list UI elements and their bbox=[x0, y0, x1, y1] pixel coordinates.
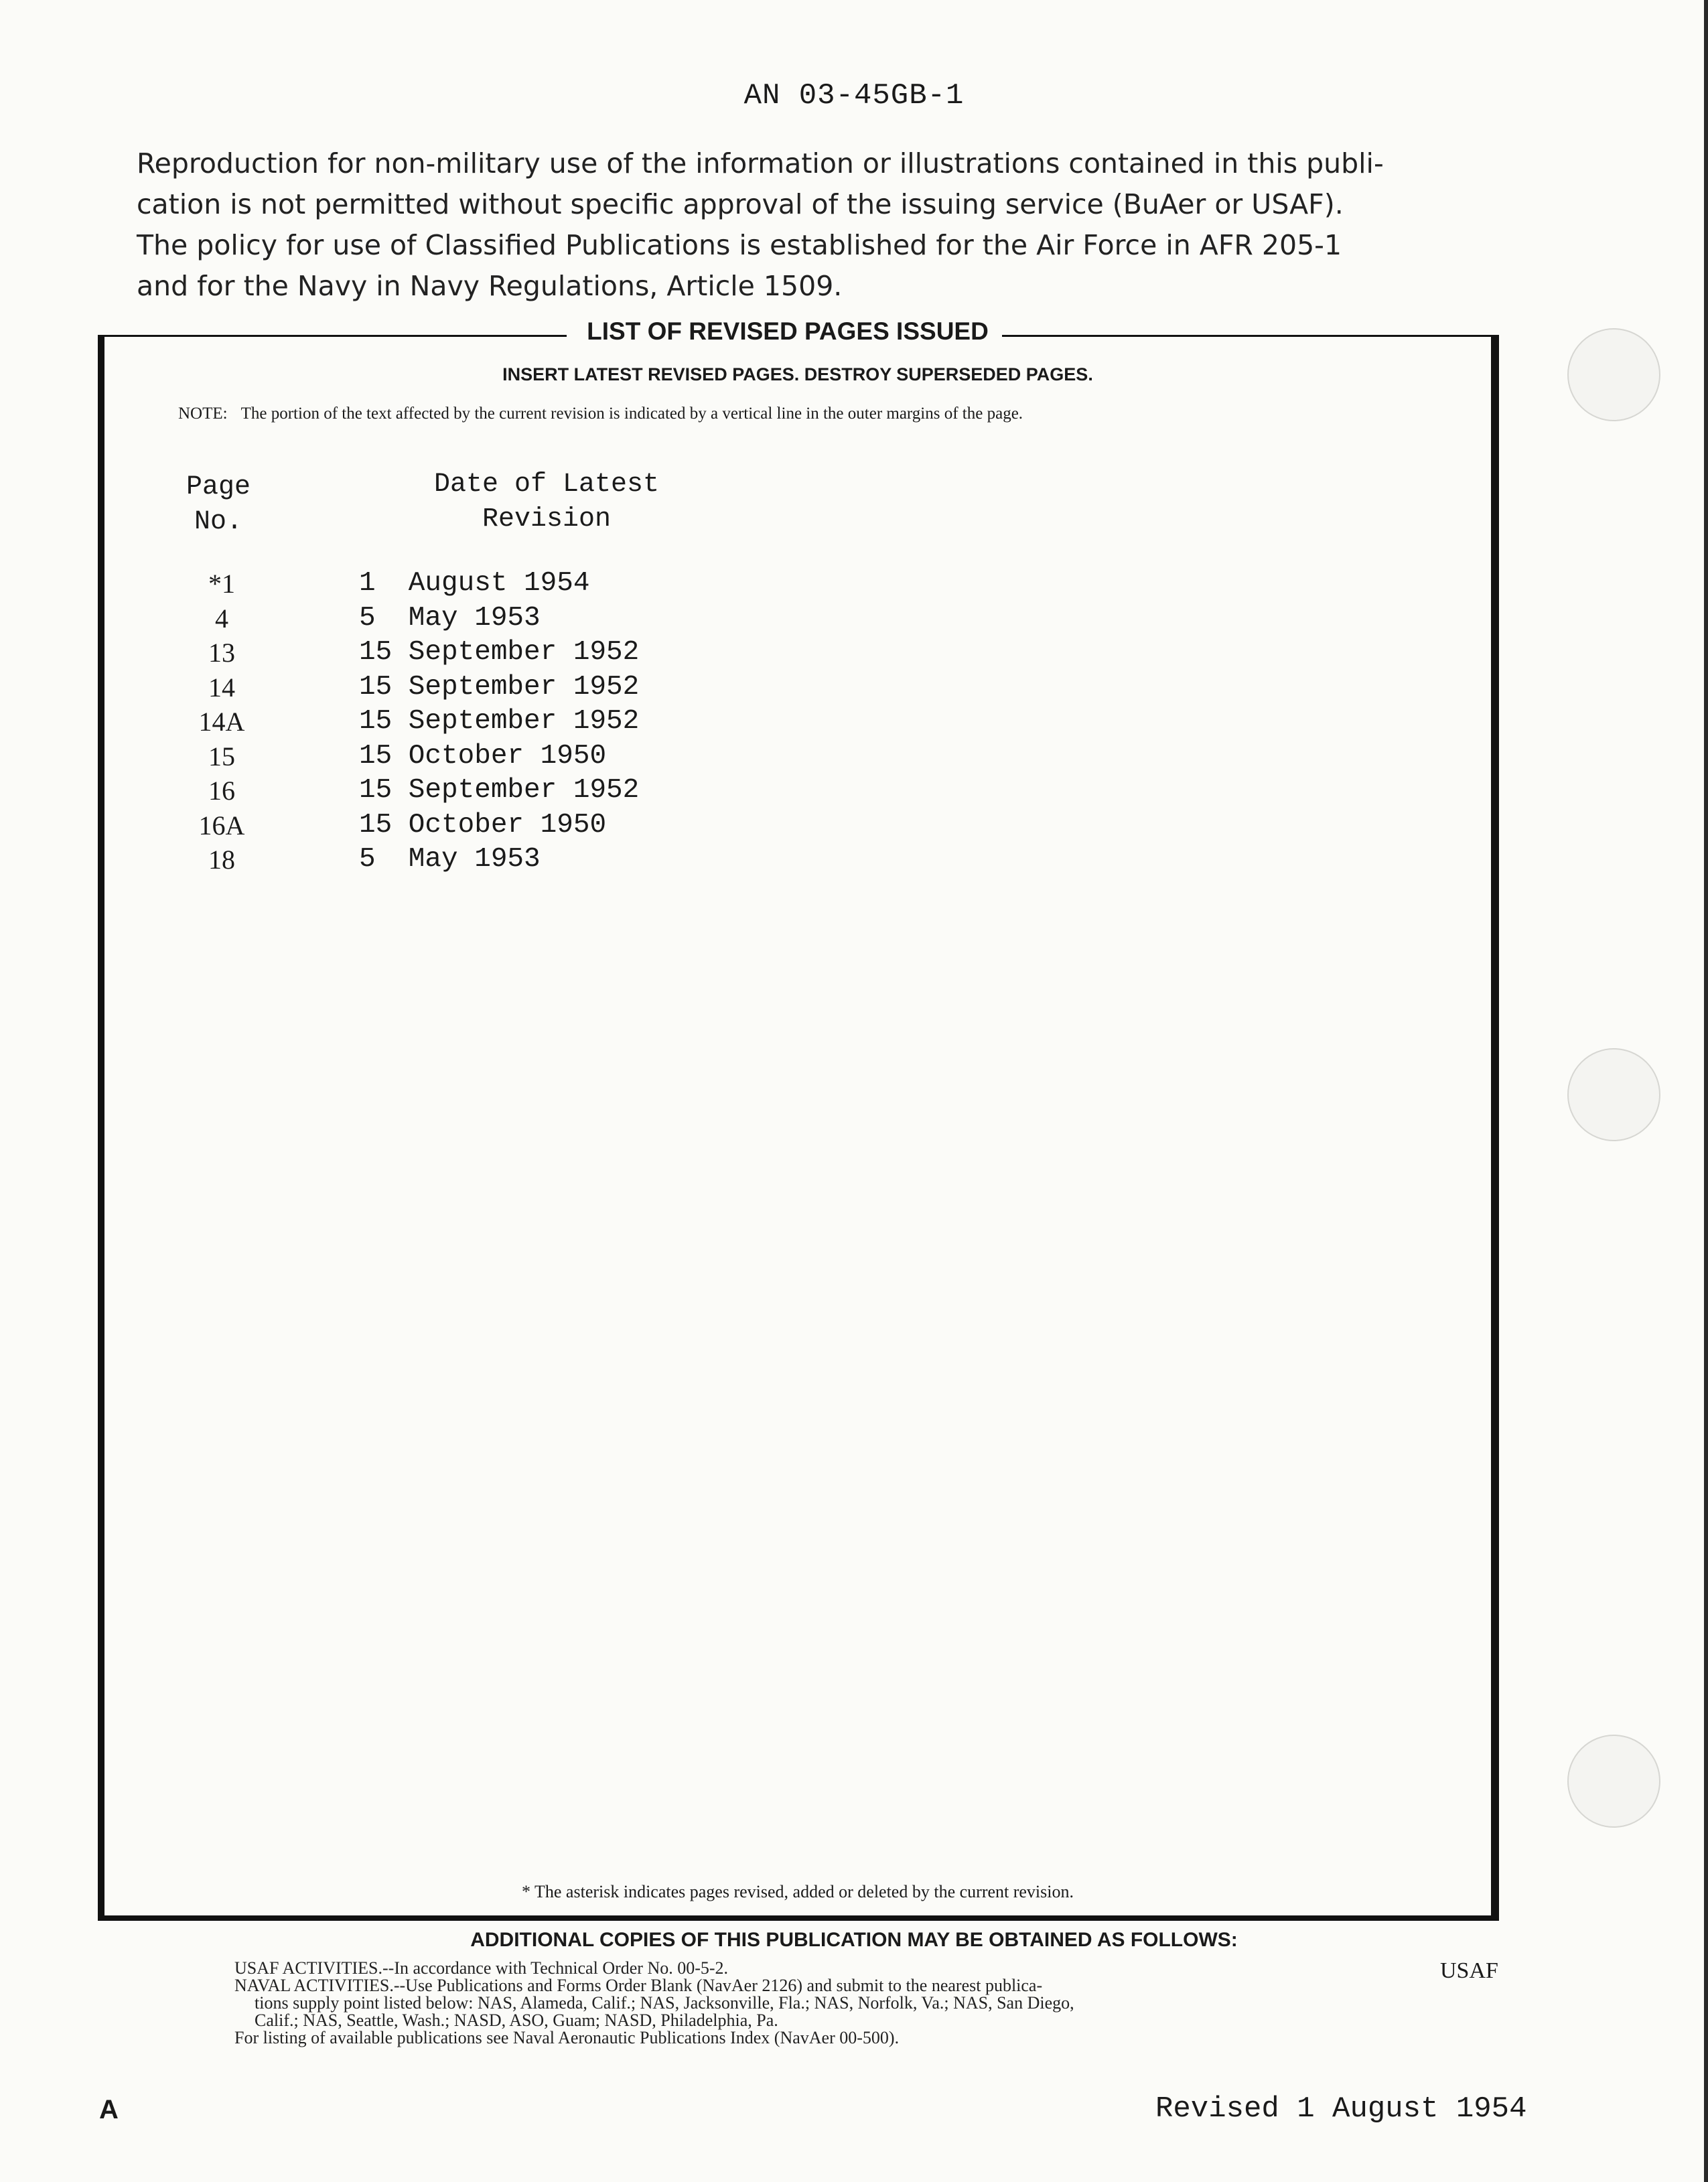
page-number: 4 bbox=[215, 603, 228, 634]
copies-line: tions supply point listed below: NAS, Alameda, Calif.; NAS, Jacksonville, Fla.; NAS, Norfolk, Va.; NAS, San Diego, bbox=[255, 1993, 1074, 2013]
revision-date: 15 September 1952 bbox=[359, 775, 640, 806]
revision-date: 15 September 1952 bbox=[359, 706, 640, 737]
page-number: 15 bbox=[208, 741, 235, 772]
page-letter: A bbox=[99, 2095, 119, 2124]
column-header-line: Page bbox=[186, 472, 251, 502]
usaf-stamp: USAF bbox=[1440, 1958, 1498, 1983]
column-header-line: Revision bbox=[482, 504, 612, 534]
page-number: 16A bbox=[198, 810, 245, 841]
revision-date: 5 May 1953 bbox=[359, 602, 541, 634]
page-edge bbox=[1704, 0, 1708, 2182]
copies-line: Calif.; NAS, Seattle, Wash.; NASD, ASO, Guam; NASD, Philadelphia, Pa. bbox=[255, 2011, 778, 2030]
table-row bbox=[104, 741, 707, 776]
notice-line: Reproduction for non-military use of the information or illustrations contained in this publi- bbox=[137, 147, 1384, 179]
table-row bbox=[104, 844, 707, 879]
page-number: 14A bbox=[198, 707, 245, 737]
binder-hole bbox=[1567, 1735, 1660, 1828]
note-text: The portion of the text affected by the current revision is indicated by a vertical line in the outer margins of the page. bbox=[240, 405, 1023, 423]
revised-pages-title: LIST OF REVISED PAGES ISSUED bbox=[587, 317, 989, 345]
asterisk-footnote: * The asterisk indicates pages revised, added or deleted by the current revision. bbox=[521, 1882, 1074, 1901]
table-row bbox=[104, 706, 707, 741]
table-row bbox=[104, 672, 707, 707]
page-number: 16 bbox=[208, 776, 235, 806]
column-header-date bbox=[372, 467, 721, 537]
notice-line: and for the Navy in Navy Regulations, Article 1509. bbox=[137, 270, 843, 302]
table-row bbox=[104, 603, 707, 638]
insert-instruction: INSERT LATEST REVISED PAGES. DESTROY SUPERSEDED PAGES. bbox=[502, 364, 1093, 384]
revision-date: 15 October 1950 bbox=[359, 809, 607, 841]
note-label: NOTE: bbox=[178, 405, 228, 423]
binder-hole bbox=[1567, 1048, 1660, 1141]
revised-pages-table bbox=[104, 568, 707, 879]
reproduction-notice bbox=[137, 143, 1409, 307]
page-number: 18 bbox=[208, 845, 235, 875]
revision-date: 15 September 1952 bbox=[359, 637, 640, 668]
column-header-page bbox=[165, 470, 272, 540]
copies-line: NAVAL ACTIVITIES.--Use Publications and Forms Order Blank (NavAer 2126) and submit to the nearest publica- bbox=[234, 1976, 1043, 1995]
copies-line: USAF ACTIVITIES.--In accordance with Technical Order No. 00-5-2. bbox=[234, 1958, 729, 1978]
table-row bbox=[104, 637, 707, 672]
box-top-rule bbox=[98, 335, 567, 337]
column-header-line: No. bbox=[194, 507, 242, 537]
notice-line: cation is not permitted without specific approval of the issuing service (BuAer or USAF). bbox=[137, 188, 1344, 220]
copies-line: For listing of available publications see Naval Aeronautic Publications Index (NavAer 00-500). bbox=[234, 2028, 900, 2047]
revised-pages-box bbox=[98, 317, 1499, 1921]
revision-date: 1 August 1954 bbox=[359, 568, 590, 599]
box-top-rule bbox=[1002, 335, 1499, 337]
binder-hole bbox=[1567, 328, 1660, 421]
table-row bbox=[104, 775, 707, 810]
document-number: AN 03-45GB-1 bbox=[743, 79, 965, 113]
copies-heading: ADDITIONAL COPIES OF THIS PUBLICATION MAY BE OBTAINED AS FOLLOWS: bbox=[470, 1929, 1238, 1951]
revision-date-footer: Revised 1 August 1954 bbox=[1155, 2092, 1527, 2126]
page-number: *1 bbox=[208, 569, 235, 599]
revision-note bbox=[178, 405, 1491, 423]
table-row bbox=[104, 810, 707, 845]
page-number: 14 bbox=[208, 672, 235, 703]
notice-line: The policy for use of Classified Publications is established for the Air Force in AFR 205-1 bbox=[137, 229, 1342, 261]
page-number: 13 bbox=[208, 638, 235, 668]
revision-date: 15 September 1952 bbox=[359, 671, 640, 703]
revision-date: 15 October 1950 bbox=[359, 740, 607, 772]
copies-instructions bbox=[234, 1960, 1413, 2047]
revision-date: 5 May 1953 bbox=[359, 844, 541, 875]
column-header-line: Date of Latest bbox=[433, 469, 660, 500]
table-row bbox=[104, 568, 707, 603]
